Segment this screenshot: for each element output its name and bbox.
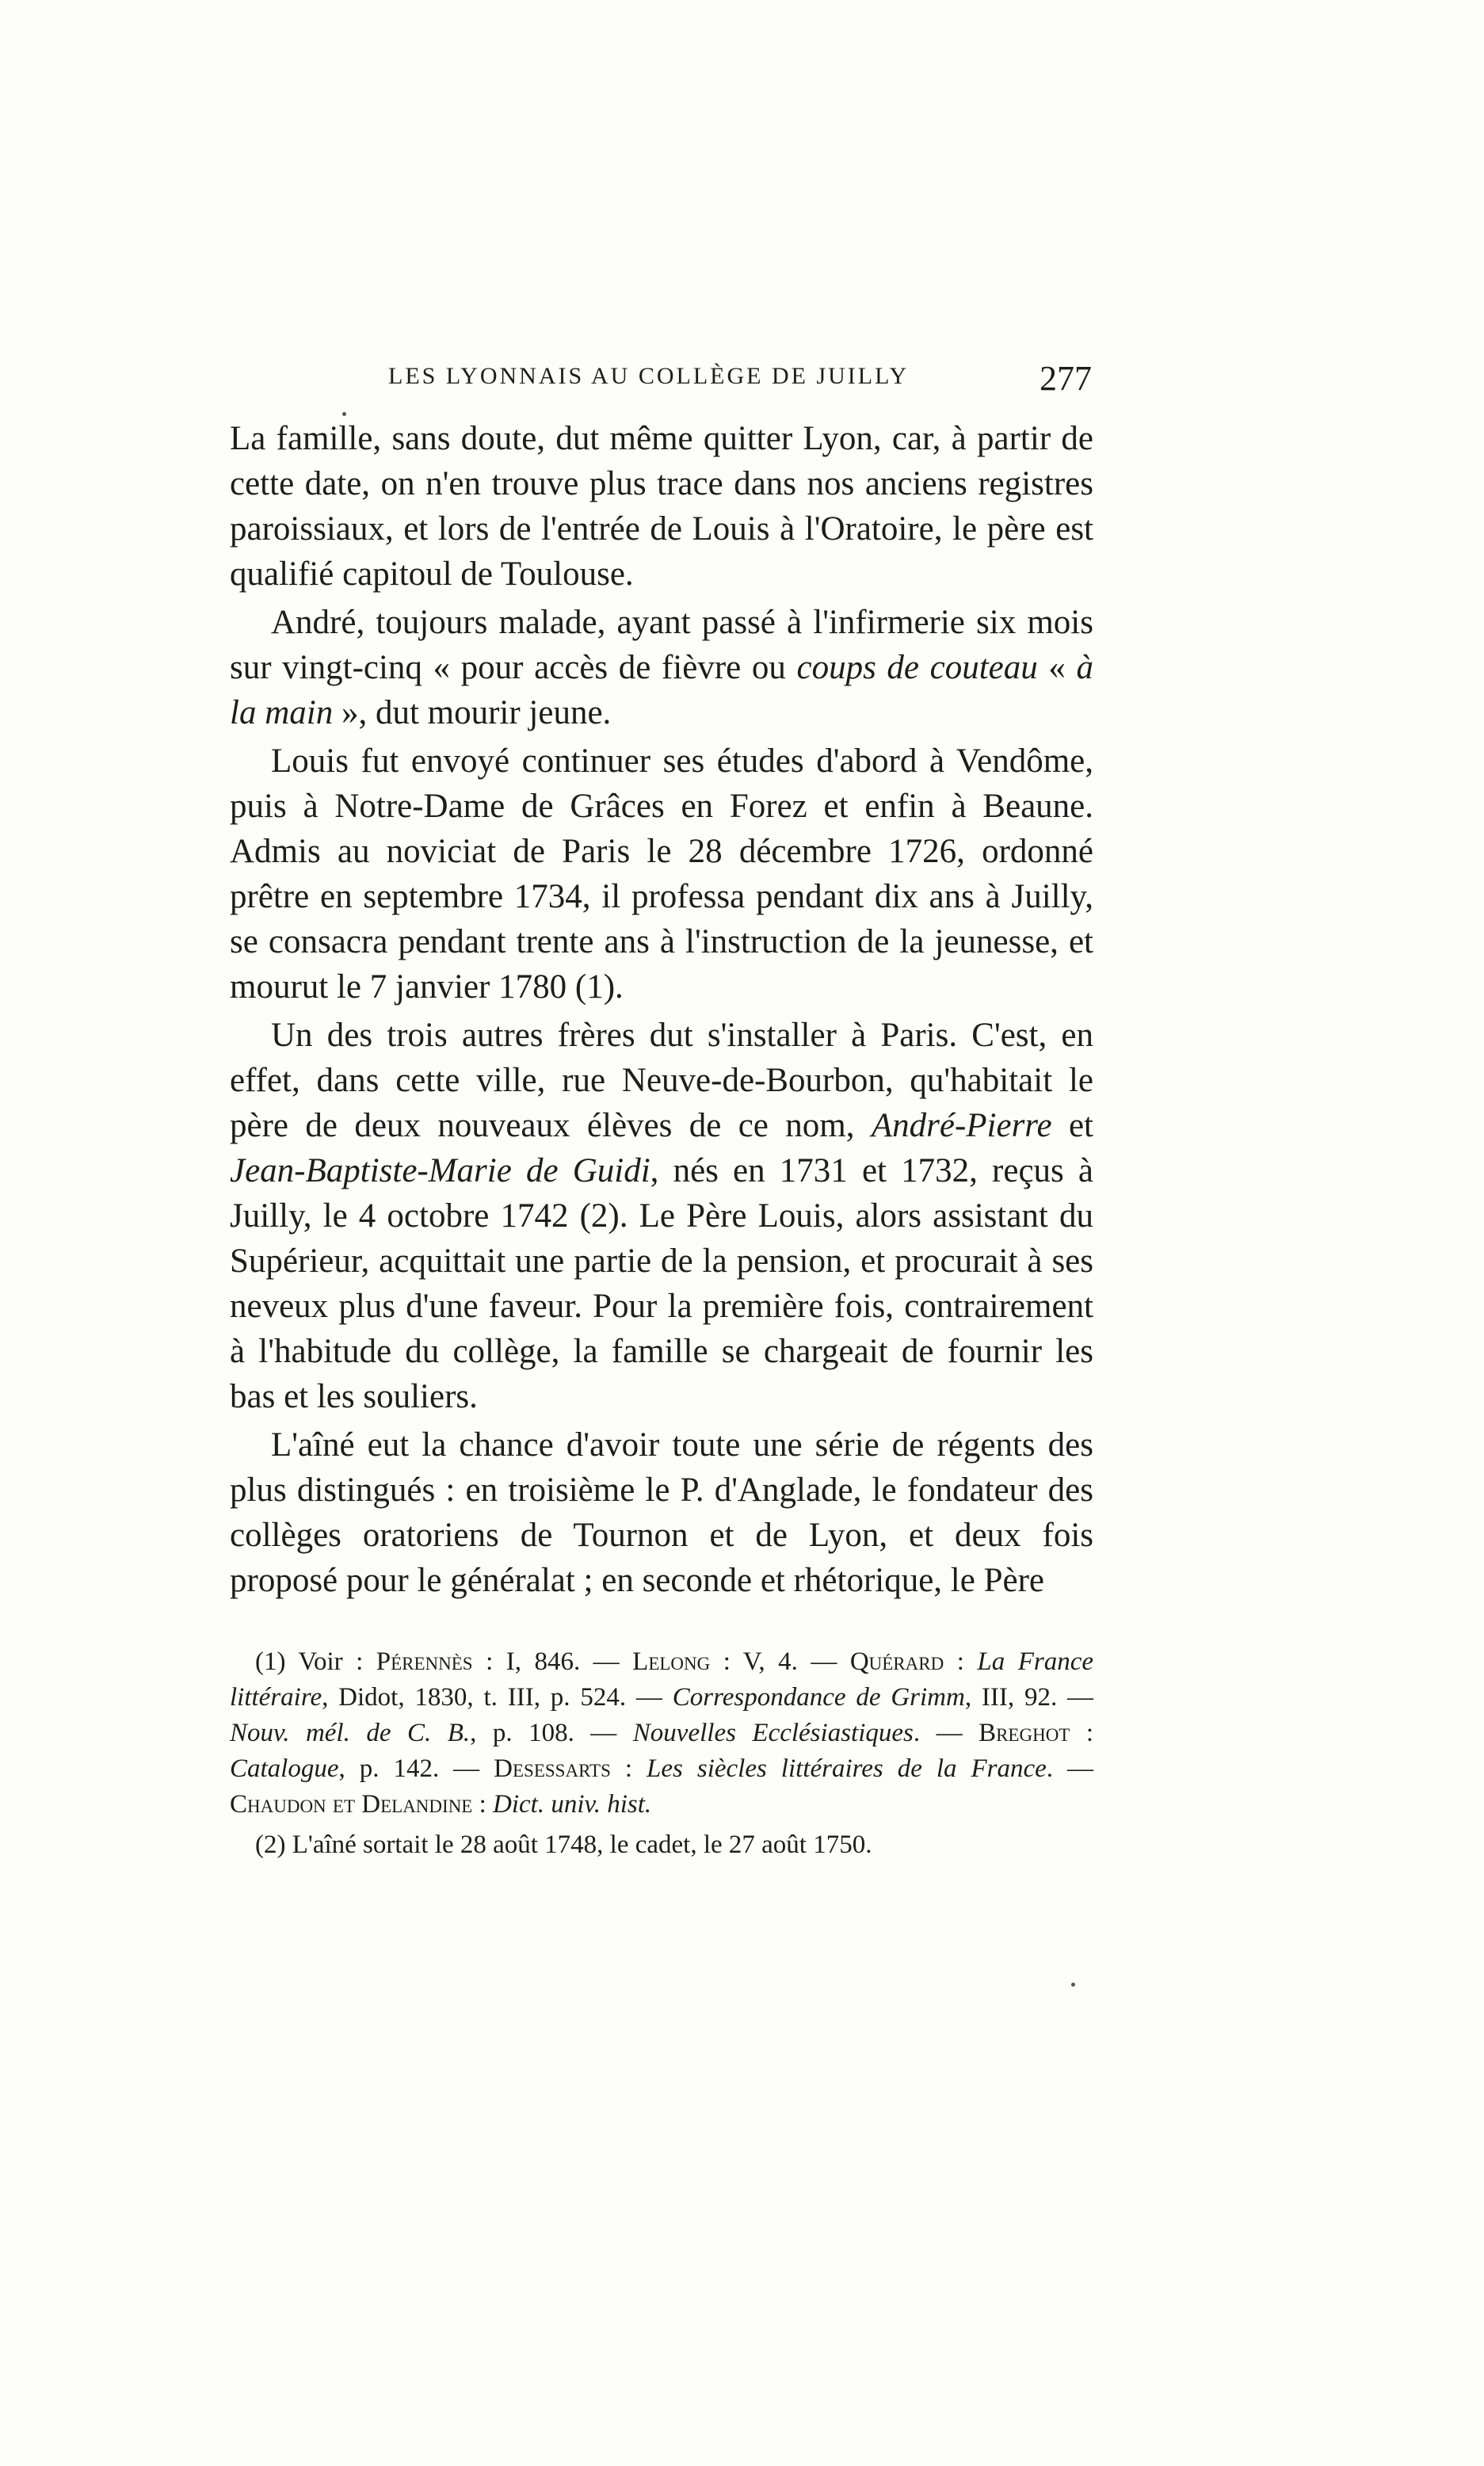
text-run: : I, 846. —: [472, 1647, 633, 1676]
italic-run: coups de couteau: [796, 649, 1038, 686]
text-run: », dut mourir jeune.: [333, 694, 612, 731]
paragraph-1: La famille, sans doute, dut même quitter Lyon, car, à partir de cette date, on n'en trouve plus trace dans nos anciens registres paroissiaux, et lors de l'entrée de Louis à l'Oratoire, le père est qualifié capitoul de Toulouse.: [230, 420, 1093, 593]
book-title: Nouv. mél. de C. B.: [230, 1719, 471, 1747]
author-name: Quérard: [849, 1647, 944, 1676]
text-run: , nés en 1731 et 1732, reçus à Juilly, le 4 octobre 1742 (2). Le Père Louis, alors assistant du Supérieur, acquittait une partie de la pension, et procurait à ses neveux plus d'une faveur. Pour la première fois, contrairement à l'habitude du collège, la famille se chargeait de fournir les bas et les souliers.: [230, 1152, 1094, 1415]
italic-run: André-Pierre: [871, 1107, 1052, 1144]
text-run: :: [472, 1790, 494, 1819]
paragraph-3: Louis fut envoyé continuer ses études d'abord à Vendôme, puis à Notre-Dame de Grâces en Forez et enfin à Beaune. Admis au noviciat de Paris le 28 décembre 1726, ordonné prêtre en septembre 1734, il professa pendant dix ans à Juilly, se consacra pendant trente ans à l'instruction de la jeunesse, et mourut le 7 janvier 1780 (1).: [230, 742, 1093, 1006]
book-title: La France littéraire: [230, 1647, 1093, 1712]
text-run: :: [944, 1647, 978, 1676]
author-name: Breghot: [979, 1719, 1070, 1747]
text-run: , III, 92. —: [964, 1683, 1094, 1712]
text-run: : V, 4. —: [710, 1647, 850, 1676]
running-head: LES LYONNAIS AU COLLÈGE DE JUILLY: [388, 363, 910, 389]
text-run: (1) Voir :: [255, 1647, 376, 1676]
footnote-1: [230, 1644, 1093, 1823]
paragraph-5: L'aîné eut la chance d'avoir toute une série de régents des plus distingués : en troisième le P. d'Anglade, le fondateur des collèges oratoriens de Tournon et de Lyon, et deux fois proposé pour le généralat ; en seconde et rhétorique, le Père: [230, 1426, 1093, 1599]
text-run: Un des trois autres frères dut s'installer à Paris. C'est, en effet, dans cette ville, rue Neuve-de-Bourbon, qu'habitait le père de deux nouveaux élèves de ce nom,: [230, 1017, 1093, 1144]
author-name: Pérennès: [376, 1647, 473, 1676]
book-title: Catalogue: [230, 1754, 339, 1783]
page-number: 277: [1040, 359, 1092, 398]
text-run: , p. 108. —: [470, 1719, 633, 1747]
ink-speck: [342, 412, 346, 416]
ink-speck: [1071, 1983, 1075, 1987]
author-name: Desessarts: [494, 1754, 611, 1783]
text-run: :: [610, 1754, 647, 1783]
text-run: . —: [1046, 1754, 1094, 1783]
text-run: «: [1037, 649, 1077, 686]
text-run: . —: [913, 1719, 979, 1747]
footnote-2: (2) L'aîné sortait le 28 août 1748, le cadet, le 27 août 1750.: [255, 1830, 872, 1859]
italic-run: Jean-Baptiste-Marie de Guidi: [230, 1152, 650, 1189]
italic-run: à la main: [230, 649, 1093, 731]
paragraph-2: [230, 600, 1093, 735]
book-title: Dict. univ. hist.: [493, 1790, 652, 1819]
body-text: [230, 416, 1093, 1606]
text-run: André, toujours malade, ayant passé à l'infirmerie six mois sur vingt-cinq « pour accès de fièvre ou: [230, 604, 1093, 686]
text-run: , p. 142. —: [338, 1754, 494, 1783]
author-name: Chaudon et Delandine: [230, 1790, 473, 1819]
page-header: [230, 359, 1101, 410]
footnotes: [230, 1644, 1093, 1868]
text-run: , Didot, 1830, t. III, p. 524. —: [322, 1683, 673, 1712]
book-title: Les siècles littéraires de la France: [647, 1754, 1047, 1783]
book-title: Nouvelles Ecclésiastiques: [632, 1719, 914, 1747]
book-title: Correspondance de Grimm: [672, 1683, 965, 1712]
text-run: et: [1051, 1107, 1093, 1144]
text-run: :: [1070, 1719, 1094, 1747]
author-name: Lelong: [632, 1647, 711, 1676]
paragraph-4: [230, 1013, 1093, 1419]
